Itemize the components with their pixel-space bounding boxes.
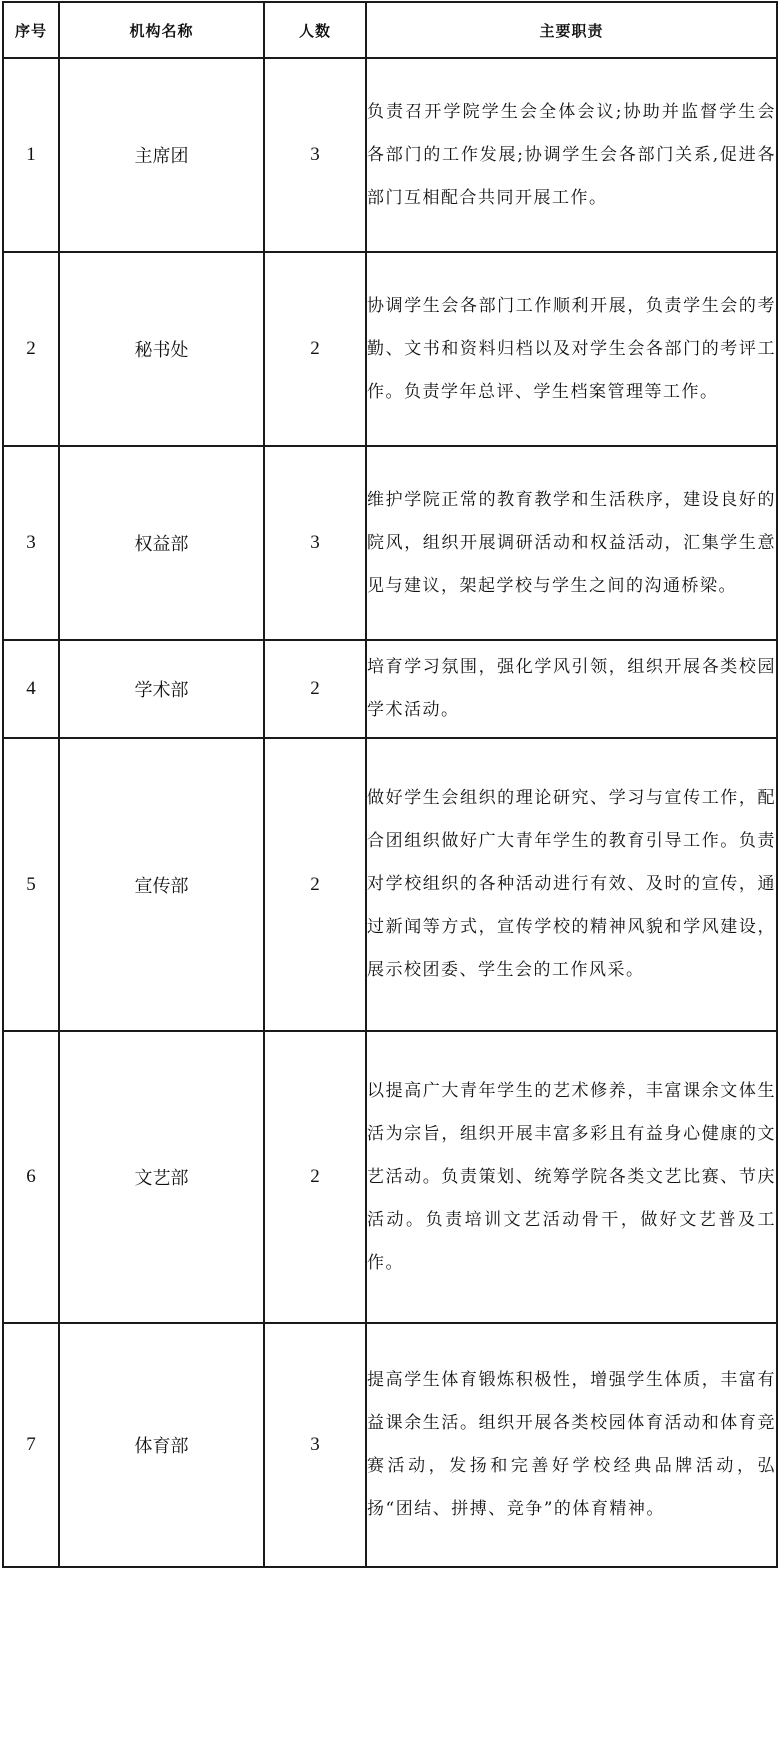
row-count: 3 [264, 1323, 366, 1567]
row-duty: 维护学院正常的教育教学和生活秩序，建设良好的院风，组织开展调研活动和权益活动，汇集学生意见与建议，架起学校与学生之间的沟通桥梁。 [366, 446, 777, 640]
row-duty: 做好学生会组织的理论研究、学习与宣传工作，配合团组织做好广大青年学生的教育引导工作。负责对学校组织的各种活动进行有效、及时的宣传，通过新闻等方式，宣传学校的精神风貌和学风建设，展示校团委、学生会的工作风采。 [366, 738, 777, 1031]
row-index: 4 [3, 640, 59, 738]
row-count: 3 [264, 58, 366, 252]
row-name: 主席团 [59, 58, 264, 252]
table-row [3, 1323, 777, 1567]
row-duty: 培育学习氛围，强化学风引领，组织开展各类校园学术活动。 [366, 640, 777, 738]
row-name: 权益部 [59, 446, 264, 640]
header-name: 机构名称 [59, 2, 264, 58]
row-index: 6 [3, 1031, 59, 1323]
row-index: 2 [3, 252, 59, 446]
row-name: 学术部 [59, 640, 264, 738]
row-name: 秘书处 [59, 252, 264, 446]
row-count: 2 [264, 738, 366, 1031]
table-row [3, 58, 777, 252]
row-count: 3 [264, 446, 366, 640]
organization-table [2, 1, 778, 1568]
row-name: 文艺部 [59, 1031, 264, 1323]
row-index: 7 [3, 1323, 59, 1567]
row-name: 宣传部 [59, 738, 264, 1031]
row-index: 3 [3, 446, 59, 640]
row-duty: 负责召开学院学生会全体会议;协助并监督学生会各部门的工作发展;协调学生会各部门关系,促进各部门互相配合共同开展工作。 [366, 58, 777, 252]
table-row [3, 640, 777, 738]
table-row [3, 252, 777, 446]
row-duty: 提高学生体育锻炼积极性，增强学生体质，丰富有益课余生活。组织开展各类校园体育活动和体育竞赛活动，发扬和完善好学校经典品牌活动，弘扬“团结、拼搏、竞争”的体育精神。 [366, 1323, 777, 1567]
row-count: 2 [264, 252, 366, 446]
table-row [3, 1031, 777, 1323]
row-index: 5 [3, 738, 59, 1031]
row-name: 体育部 [59, 1323, 264, 1567]
row-duty: 以提高广大青年学生的艺术修养，丰富课余文体生活为宗旨，组织开展丰富多彩且有益身心健康的文艺活动。负责策划、统筹学院各类文艺比赛、节庆活动。负责培训文艺活动骨干，做好文艺普及工作。 [366, 1031, 777, 1323]
header-count: 人数 [264, 2, 366, 58]
table-header-row [3, 2, 777, 58]
row-index: 1 [3, 58, 59, 252]
table-row [3, 446, 777, 640]
header-duty: 主要职责 [366, 2, 777, 58]
row-count: 2 [264, 1031, 366, 1323]
row-duty: 协调学生会各部门工作顺利开展，负责学生会的考勤、文书和资料归档以及对学生会各部门的考评工作。负责学年总评、学生档案管理等工作。 [366, 252, 777, 446]
header-index: 序号 [3, 2, 59, 58]
row-count: 2 [264, 640, 366, 738]
table-row [3, 738, 777, 1031]
